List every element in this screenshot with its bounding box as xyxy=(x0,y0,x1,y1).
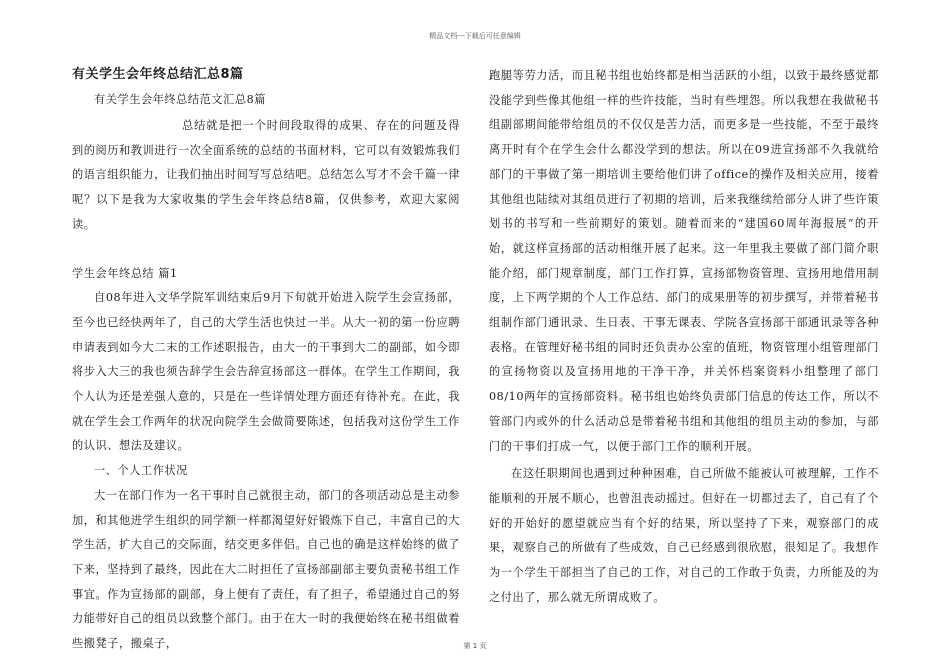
body-paragraph-continued: 跑腿等劳力活，而且秘书组也始终都是相当活跃的小组，以致于最终感觉都没能学到些像其他组一样的些许技能，当时有些埋怨。所以我想在我做秘书组副部期间能带给组员的不仅仅是苦力活，而更多是一些技能，不至于最终离开时有个在学生会什么都没学到的想法。所以在09进宣扬部不久我就给部门的干事做了第一期培训主要给他们讲了office的操作及相关应用，接着其他组也陆续对其组员进行了初期的培训，后来我继续给部分人讲了些许策划书的书写和一些前期好的策划。随着而来的“建国60周年海报展”的开始，就这样宣扬部的活动相继开展了起来。这一年里我主要做了部门简介职能介绍，部门规章制度，部门工作打算，宣扬部物资管理、宣扬用地借用制度，上下两学期的个人工作总结、部门的成果册等的初步撰写，并带着秘书组制作部门通讯录、生日表、干事无课表、学院各宣扬部干部通讯录等各种表格。在管理好秘书组的同时还负责办公室的值班，物资管理小组管理部门的宣扬物资以及宣扬用地的干净干净，并关怀档案资料小组整理了部门08/10两年的宣扬部资料。秘书组也始终负责部门信息的传达工作，所以不管部门内或外的什么活动总是带着秘书组和其他组的组员主动的参加，与部门的干事们打成一气，以便于部门工作的顺利开展。 xyxy=(489,69,879,453)
document-title: 有关学生会年终总结汇总8篇 xyxy=(72,67,244,82)
sub-heading: 一、个人工作状况 xyxy=(94,464,188,478)
body-paragraph: 在这任职期间也遇到过种种困难，自己所做不能被认可被理解，工作不能顺利的开展不顺心，也曾沮丧动摇过。但好在一切都过去了，自己有了个好的开始好的愿望就应当有个好的结果，所以坚持了下来，观察部门的成果，观察自己的所做有了些成效，自己已经感到很欣慰，很知足了。我想作为一个学生干部担当了自己的工作，对自己的工作敢于负责，力所能及的为之付出了，那么就无所谓成败了。 xyxy=(489,467,879,604)
body-paragraph: 大一在部门作为一名干事时自己就很主动，部门的各项活动总是主动参加，和其他进学生组织的同学额一样都渴望好好锻炼下自己，丰富自己的大学生活，扩大自己的交际面，结交更多伴侣。自己也的确是这样始终的做了下来，坚持到了最终，因此在大二时担任了宣扬部副部主要负责秘书组工作事宜。作为宣扬部的副部，身上便有了责任，有了担子，希望通过自己的努力能带好自己的组员以致整个部门。由于在大一时的我便始终在秘书组做着些搬凳子，搬桌子， xyxy=(72,488,460,651)
body-paragraph: 自08年进入文华学院军训结束后9月下旬就开始进入院学生会宣扬部，至今也已经快两年了，自己的大学生活也快过一半。从大一初的第一份应聘申请表到如今大二末的工作述职报告，由大一的干事到大二的副部，如今即将步入大三的我也须告辞学生会告辞宣扬部这一群体。在学生工作期间，我个人认为还是差强人意的，只是在一些详情处理方面还有待补充。在此，我就在学生会工作两年的状况向院学生会做简要陈述，包括我对这份学生工作的认识、想法及建议。 xyxy=(72,291,460,453)
blank-line xyxy=(72,238,460,262)
page-number: 第 1 页 xyxy=(463,642,487,650)
right-column xyxy=(489,64,879,610)
left-column xyxy=(72,64,460,657)
document-subtitle: 有关学生会年终总结范文汇总8篇 xyxy=(94,93,266,106)
page-header: 精品文档---下载后可任意编辑 xyxy=(429,32,521,40)
intro-paragraph: 总结就是把一个时间段取得的成果、存在的问题及得到的阅历和教训进行一次全面系统的总结的书面材料，它可以有效锻炼我们的语言组织能力，让我们抽出时间写写总结吧。总结怎么写才不会千篇一律呢？以下是我为大家收集的学生会年终总结8篇，仅供参考，欢迎大家阅读。 xyxy=(72,119,460,231)
section-title: 学生会年终总结 篇1 xyxy=(72,266,178,280)
